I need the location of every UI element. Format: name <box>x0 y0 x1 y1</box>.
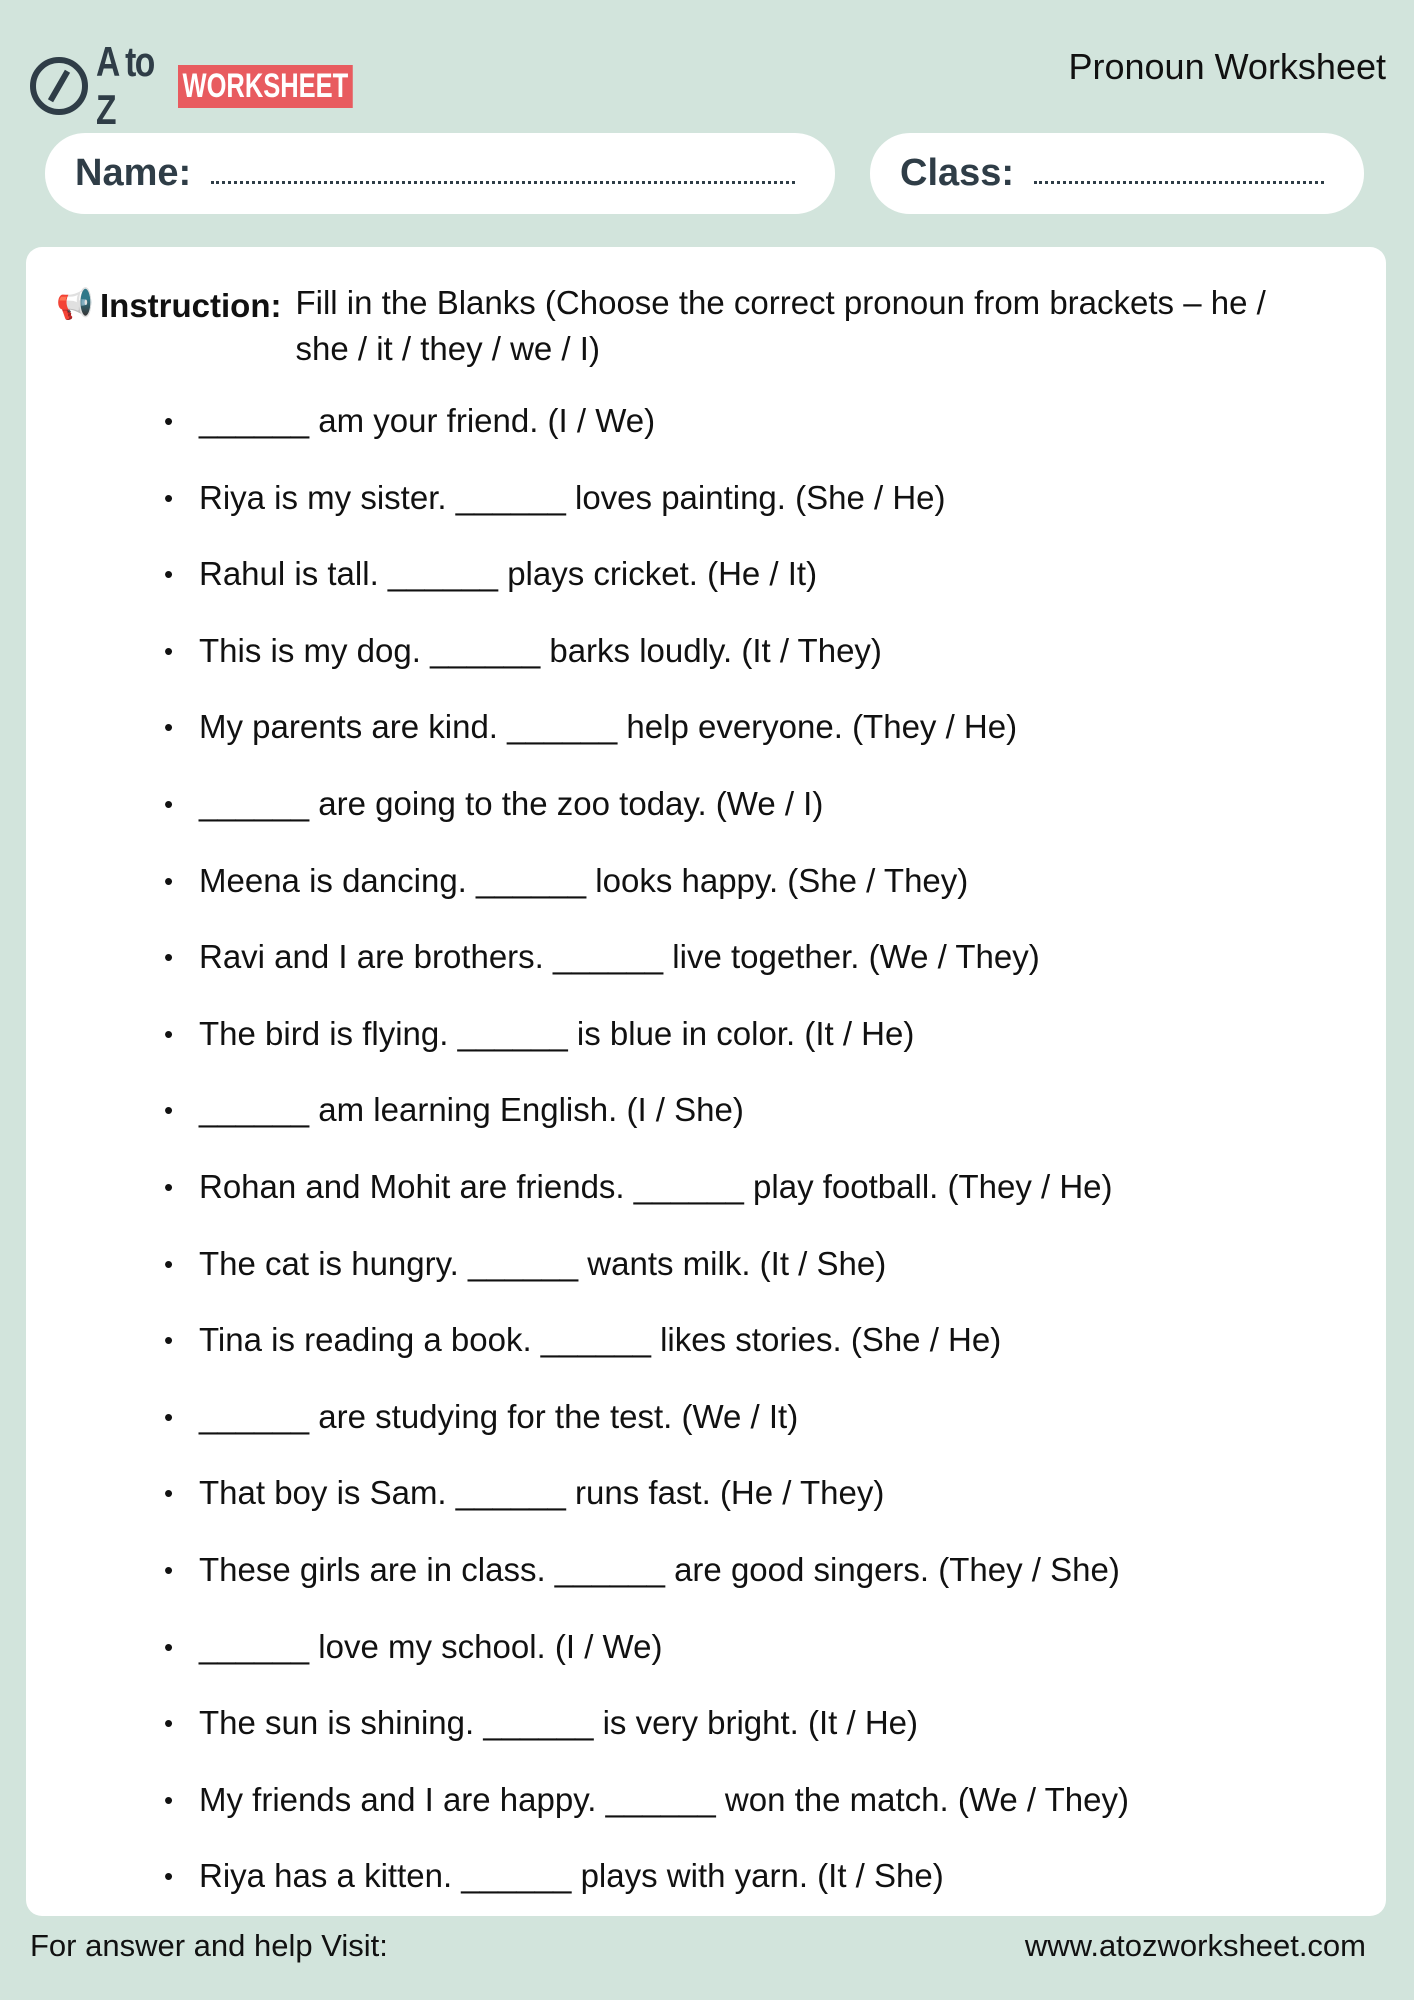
question-item <box>26 1091 1129 1168</box>
question-text: My friends and I are happy. ______ won the match. (We / They) <box>199 1780 1129 1818</box>
bullet-icon: • <box>164 1554 174 1585</box>
question-text: The bird is flying. ______ is blue in color. (It / He) <box>199 1014 915 1052</box>
question-item <box>26 1398 1129 1475</box>
question-text: ______ love my school. (I / We) <box>199 1627 663 1665</box>
question-text: This is my dog. ______ barks loudly. (It / They) <box>199 631 882 669</box>
bullet-icon: • <box>164 1631 174 1662</box>
name-line[interactable] <box>211 181 795 184</box>
question-item <box>26 938 1129 1015</box>
bullet-icon: • <box>164 788 174 819</box>
question-text: Rohan and Mohit are friends. ______ play football. (They / He) <box>199 1167 1113 1205</box>
bullet-icon: • <box>164 942 174 973</box>
bullet-icon: • <box>164 1401 174 1432</box>
bullet-icon: • <box>164 1708 174 1739</box>
question-item <box>26 1015 1129 1092</box>
question-text: Riya has a kitten. ______ plays with yarn. (It / She) <box>199 1857 944 1895</box>
question-item <box>26 708 1129 785</box>
bullet-icon: • <box>164 1478 174 1509</box>
question-item <box>26 1474 1129 1551</box>
question-item <box>26 862 1129 939</box>
question-text: Rahul is tall. ______ plays cricket. (He / It) <box>199 555 818 593</box>
question-text: ______ are studying for the test. (We / It) <box>199 1397 799 1435</box>
question-item <box>26 1628 1129 1705</box>
question-item <box>26 785 1129 862</box>
logo <box>30 38 411 134</box>
page-title: Pronoun Worksheet <box>1068 46 1386 87</box>
bullet-icon: • <box>164 1784 174 1815</box>
question-text: The cat is hungry. ______ wants milk. (It / She) <box>199 1244 887 1282</box>
question-item <box>26 1551 1129 1628</box>
bullet-icon: • <box>164 1325 174 1356</box>
footer-help-text: For answer and help Visit: <box>30 1928 388 1963</box>
question-item <box>26 1857 1129 1934</box>
bullet-icon: • <box>164 1861 174 1892</box>
footer-website-link[interactable]: www.atozworksheet.com <box>1024 1928 1366 1963</box>
bullet-icon: • <box>164 635 174 666</box>
bullet-icon: • <box>164 406 174 436</box>
question-item <box>26 1168 1129 1245</box>
bullet-icon: • <box>164 712 174 743</box>
instruction <box>56 284 1325 372</box>
bullet-icon: • <box>164 1248 174 1279</box>
question-text: My parents are kind. ______ help everyone. (They / He) <box>199 708 1018 746</box>
question-text: Meena is dancing. ______ looks happy. (She / They) <box>199 861 969 899</box>
question-item <box>26 555 1129 632</box>
bullet-icon: • <box>164 1171 174 1202</box>
question-item <box>26 479 1129 556</box>
bullet-icon: • <box>164 1018 174 1049</box>
question-text: Riya is my sister. ______ loves painting. (She / He) <box>199 478 946 516</box>
bullet-icon: • <box>164 482 174 513</box>
question-item <box>26 1781 1129 1858</box>
question-list <box>26 402 1129 1934</box>
instruction-label: Instruction: <box>100 287 282 324</box>
question-item <box>26 1245 1129 1322</box>
megaphone-icon: 📢 <box>56 288 94 321</box>
question-text: Tina is reading a book. ______ likes stories. (She / He) <box>199 1321 1002 1359</box>
question-text: These girls are in class. ______ are good singers. (They / She) <box>199 1550 1120 1588</box>
question-item <box>26 632 1129 709</box>
class-field[interactable] <box>870 133 1364 214</box>
bullet-icon: • <box>164 865 174 896</box>
bullet-icon: • <box>164 1095 174 1126</box>
logo-text: A to Z <box>96 38 154 133</box>
name-label: Name: <box>75 152 192 194</box>
question-text: ______ are going to the zoo today. (We / I) <box>199 784 824 822</box>
question-text: Ravi and I are brothers. ______ live together. (We / They) <box>199 938 1040 976</box>
bullet-icon: • <box>164 559 174 590</box>
name-field[interactable] <box>45 133 835 214</box>
instruction-text: Fill in the Blanks (Choose the correct pronoun from brackets – he / she / it / they / we / I) <box>295 284 1266 367</box>
logo-badge: WORKSHEET <box>178 65 353 108</box>
question-item <box>26 1321 1129 1398</box>
question-text: That boy is Sam. ______ runs fast. (He / They) <box>199 1474 885 1512</box>
worksheet-card <box>26 247 1386 1916</box>
logo-icon <box>30 57 88 115</box>
class-line[interactable] <box>1034 181 1324 184</box>
question-text: ______ am learning English. (I / She) <box>199 1091 744 1129</box>
class-label: Class: <box>900 152 1015 194</box>
question-item <box>26 402 1129 479</box>
question-text: The sun is shining. ______ is very bright. (It / He) <box>199 1704 919 1742</box>
question-text: ______ am your friend. (I / We) <box>199 402 656 439</box>
question-item <box>26 1704 1129 1781</box>
